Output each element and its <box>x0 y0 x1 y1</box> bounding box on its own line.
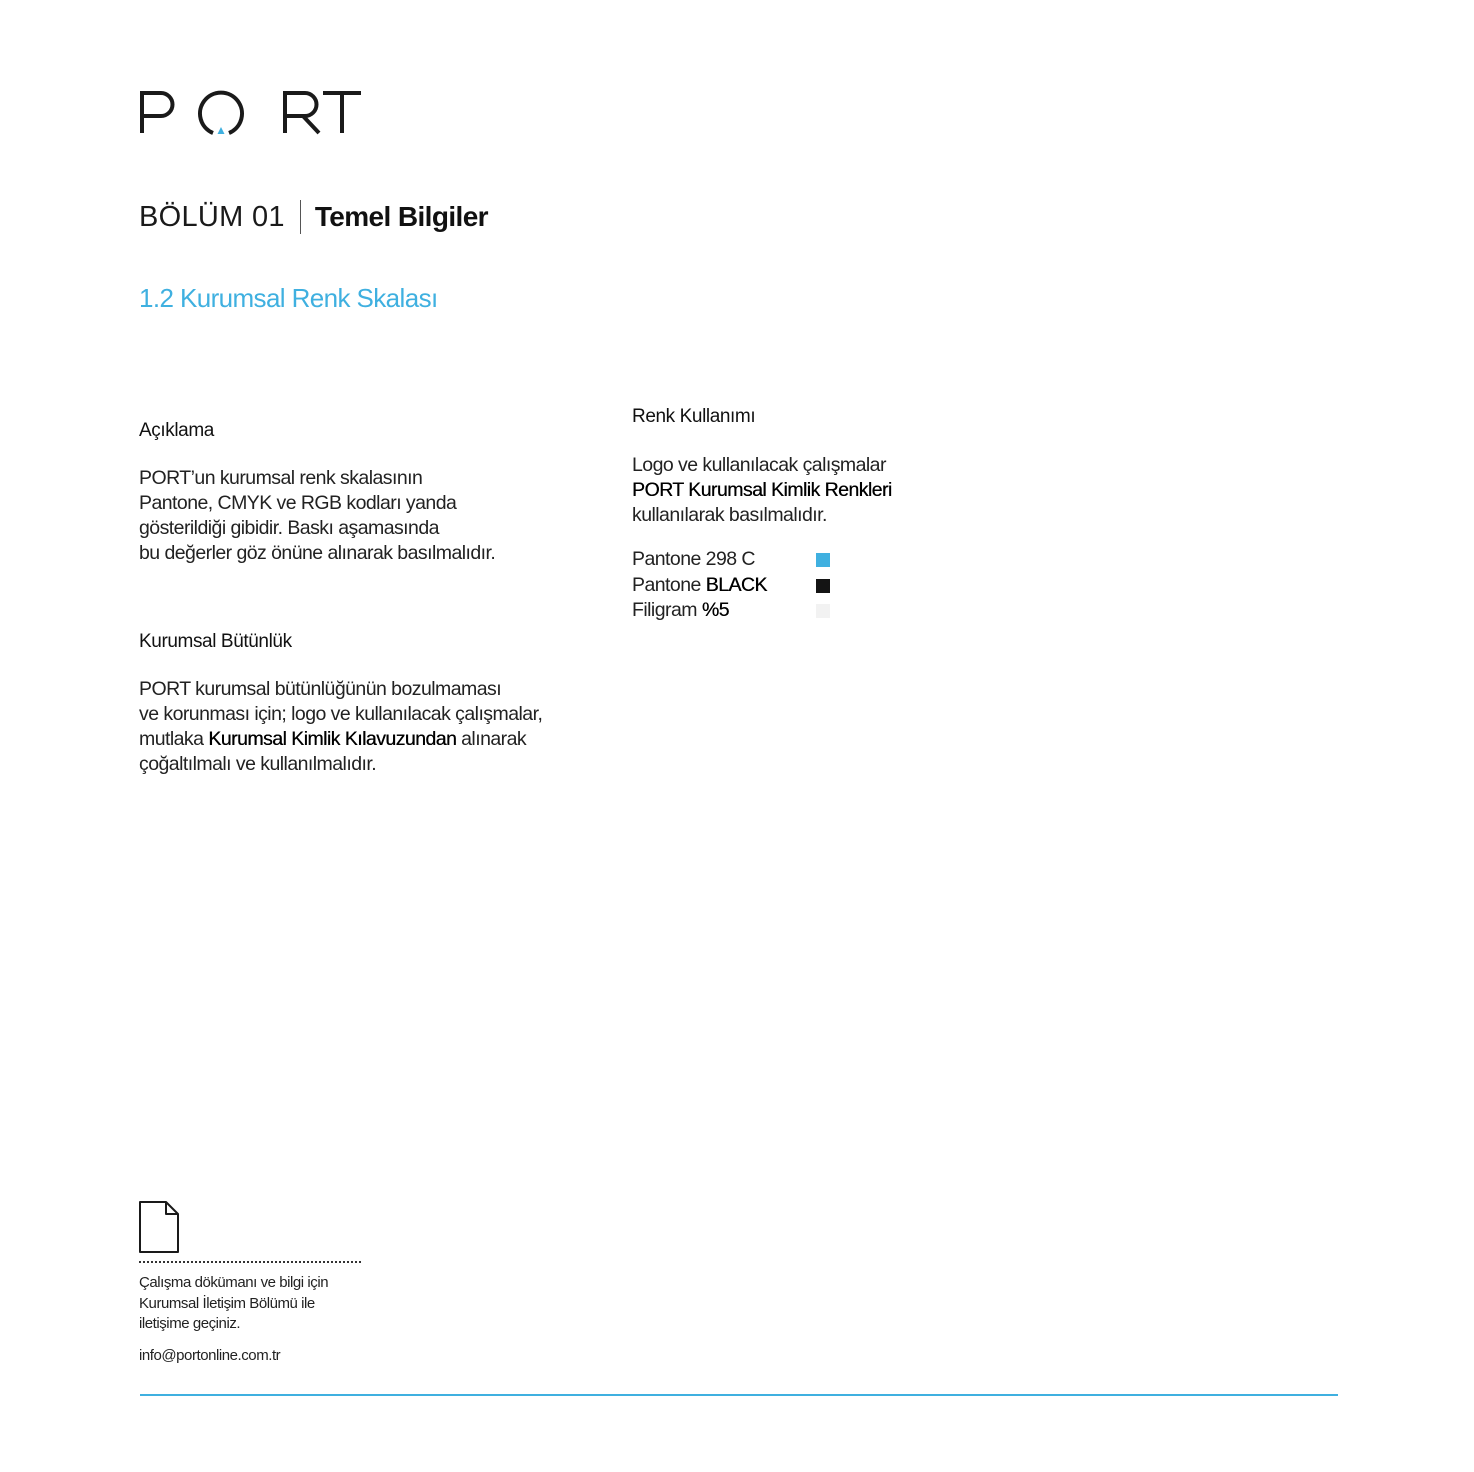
section-number: BÖLÜM 01 <box>139 200 285 233</box>
footer-email[interactable]: info@portonline.com.tr <box>139 1347 281 1364</box>
section-heading <box>139 197 488 237</box>
subsection-title: 1.2 Kurumsal Renk Skalası <box>139 283 438 313</box>
renk-line: Logo ve kullanılacak çalışmalar <box>632 454 886 476</box>
swatch-label-emphasis: BLACK <box>705 573 767 596</box>
swatch-black <box>816 579 830 593</box>
swatch-row-pantone-298c <box>632 547 852 573</box>
renk-title: Renk Kullanımı <box>632 406 756 427</box>
swatch-label-text: Pantone <box>632 573 706 596</box>
renk-line: kullanılarak basılmalıdır. <box>632 504 827 526</box>
aciklama-title: Açıklama <box>139 420 214 441</box>
aciklama-line: PORT’un kurumsal renk skalasının <box>139 467 423 489</box>
footer-dotted-divider <box>139 1261 361 1263</box>
butunluk-line <box>139 727 542 752</box>
swatch-blue <box>816 553 830 567</box>
aciklama-line: Pantone, CMYK ve RGB kodları yanda <box>139 492 457 514</box>
swatch-label <box>632 599 729 621</box>
butunluk-emphasis: Kurumsal Kimlik Kılavuzundan <box>208 728 457 750</box>
section-title: Temel Bilgiler <box>314 201 488 232</box>
aciklama-line: gösterildiği gibidir. Baskı aşamasında <box>139 517 439 539</box>
butunluk-line-text: mutlaka <box>139 728 209 750</box>
color-swatch-list <box>632 547 852 624</box>
port-logo <box>139 89 363 137</box>
swatch-row-filigram <box>632 598 852 624</box>
butunluk-paragraph <box>139 677 542 777</box>
renk-paragraph <box>632 453 892 528</box>
swatch-label-emphasis: %5 <box>701 599 729 621</box>
swatch-row-pantone-black <box>632 573 852 599</box>
swatch-label-text: Filigram <box>632 599 702 621</box>
footer-note <box>139 1273 328 1335</box>
butunluk-line-text: alınarak <box>456 728 527 750</box>
butunluk-line: ve korunması için; logo ve kullanılacak çalışmalar, <box>139 703 543 725</box>
butunluk-line: çoğaltılmalı ve kullanılmalıdır. <box>139 753 377 775</box>
butunluk-line: PORT kurumsal bütünlüğünün bozulmaması <box>139 678 502 700</box>
butunluk-title: Kurumsal Bütünlük <box>139 631 292 652</box>
document-icon <box>138 1200 180 1254</box>
swatch-label <box>632 548 755 570</box>
section-divider <box>300 200 301 234</box>
footer-accent-rule <box>140 1394 1338 1396</box>
footer-note-line: iletişime geçiniz. <box>139 1315 241 1332</box>
aciklama-line: bu değerler göz önüne alınarak basılmalıdır. <box>139 542 496 564</box>
swatch-label <box>632 574 767 596</box>
renk-emphasis: PORT Kurumsal Kimlik Renkleri <box>632 479 892 501</box>
swatch-label-text: Pantone 298 C <box>632 548 755 570</box>
footer-note-line: Kurumsal İletişim Bölümü ile <box>139 1294 315 1312</box>
footer-note-line: Çalışma dökümanı ve bilgi için <box>139 1274 329 1291</box>
swatch-filigram <box>816 604 830 618</box>
aciklama-paragraph <box>139 466 495 566</box>
